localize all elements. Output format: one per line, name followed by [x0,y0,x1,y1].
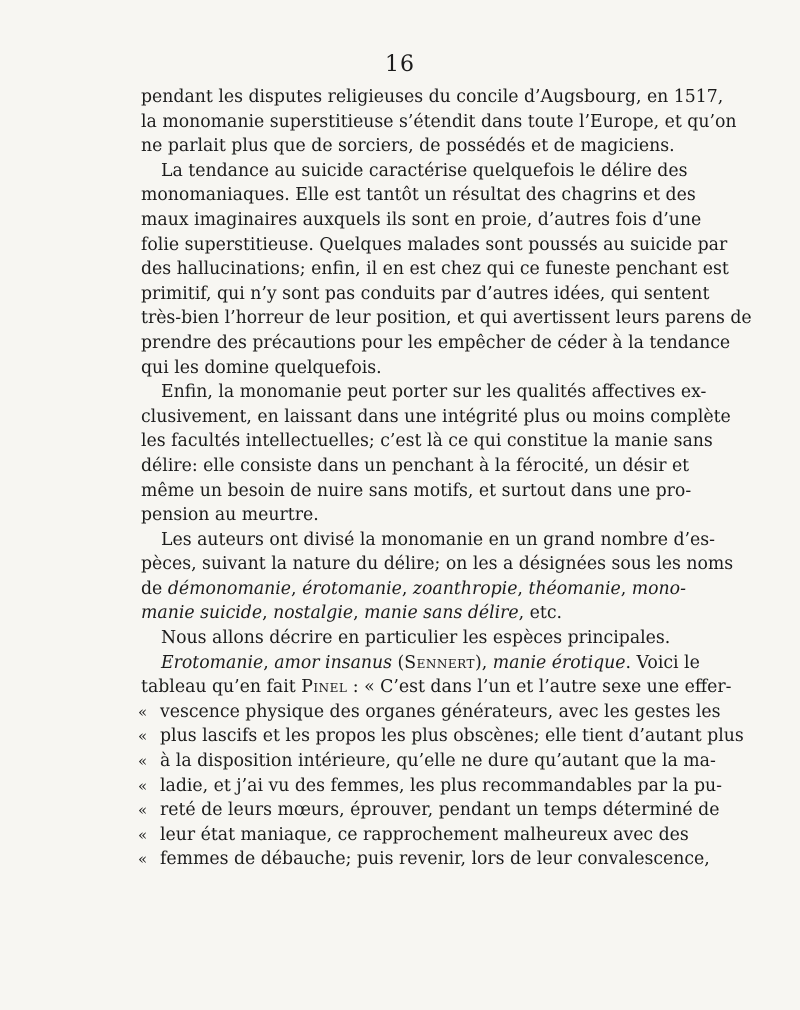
text-line: Enfin, la monomanie peut porter sur les qualités affectives ex- [161,382,707,403]
text-line: qui les domine quelquefois. [141,357,382,378]
quote-mark: « [138,776,148,795]
text-line: maux imaginaires auxquels ils sont en proie, d’autres fois d’une [141,209,702,230]
text-line: la monomanie superstitieuse s’étendit dans toute l’Europe, et qu’on [141,111,737,132]
quote-line: « reté de leurs mœurs, éprouver, pendant un temps déterminé de [141,798,686,823]
text-line: pension au meurtre. [141,505,319,526]
text-line: folie superstitieuse. Quelques malades sont poussés au suicide par [141,234,728,255]
text-line: pèces, suivant la nature du délire; on les a désignées sous les noms [141,554,734,575]
quote-line: « leur état maniaque, ce rapprochement malheureux avec des [141,823,686,848]
quote-line: « plus lascifs et les propos les plus obscènes; elle tient d’autant plus [141,724,686,749]
quote-mark: « [138,702,148,721]
text-line: La tendance au suicide caractérise quelquefois le délire des [161,160,688,181]
text-line: clusivement, en laissant dans une intégrité plus ou moins complète [141,406,731,427]
quote-line: « à la disposition intérieure, qu’elle ne dure qu’autant que la ma- [141,749,686,774]
text-line: même un besoin de nuire sans motifs, et surtout dans une pro- [141,480,692,501]
text-line: des hallucinations; enfin, il en est chez qui ce funeste penchant est [141,259,729,280]
quote-line: « vescence physique des organes générateurs, avec les gestes les [141,700,686,725]
quote-mark: « [138,825,148,844]
quote-line: « femmes de débauche; puis revenir, lors de leur convalescence, [141,847,686,872]
text-line: délire: elle consiste dans un penchant à la férocité, un désir et [141,455,690,476]
text-line: prendre des précautions pour les empêcher de céder à la tendance [141,332,731,353]
text-line-pinel: tableau qu’en fait Pinel : « C’est dans l’un et l’autre sexe une effer- [141,677,732,698]
text-line: les facultés intellectuelles; c’est là ce qui constitue la manie sans [141,431,713,452]
quote-mark: « [138,752,148,771]
quote-mark: « [138,850,148,869]
quote-line: « ladie, et j’ai vu des femmes, les plus recommandables par la pu- [141,774,686,799]
text-line: primitif, qui n’y sont pas conduits par d’autres idées, qui sentent [141,283,710,304]
text-line-italic-terms: de démonomanie, érotomanie, zoanthropie, théomanie, mono- [141,578,686,599]
text-line-erotomanie: Erotomanie, amor insanus (Sennert), manie érotique. Voici le [161,652,700,673]
text-line: très-bien l’horreur de leur position, et qui avertissent leurs parens de [141,308,752,329]
text-line: monomaniaques. Elle est tantôt un résultat des chagrins et des [141,185,696,206]
text-line: pendant les disputes religieuses du concile d’Augsbourg, en 1517, [141,87,724,107]
quote-mark: « [138,727,148,746]
text-line: Les auteurs ont divisé la monomanie en un grand nombre d’es- [161,529,715,550]
body-text [138,85,752,872]
text-line: ne parlait plus que de sorciers, de possédés et de magiciens. [141,136,675,157]
text-line-italic-terms: manie suicide, nostalgie, manie sans délire, etc. [141,603,562,624]
quote-mark: « [138,801,148,820]
page-number: 16 [385,52,415,77]
text-line: Nous allons décrire en particulier les espèces principales. [161,628,671,649]
